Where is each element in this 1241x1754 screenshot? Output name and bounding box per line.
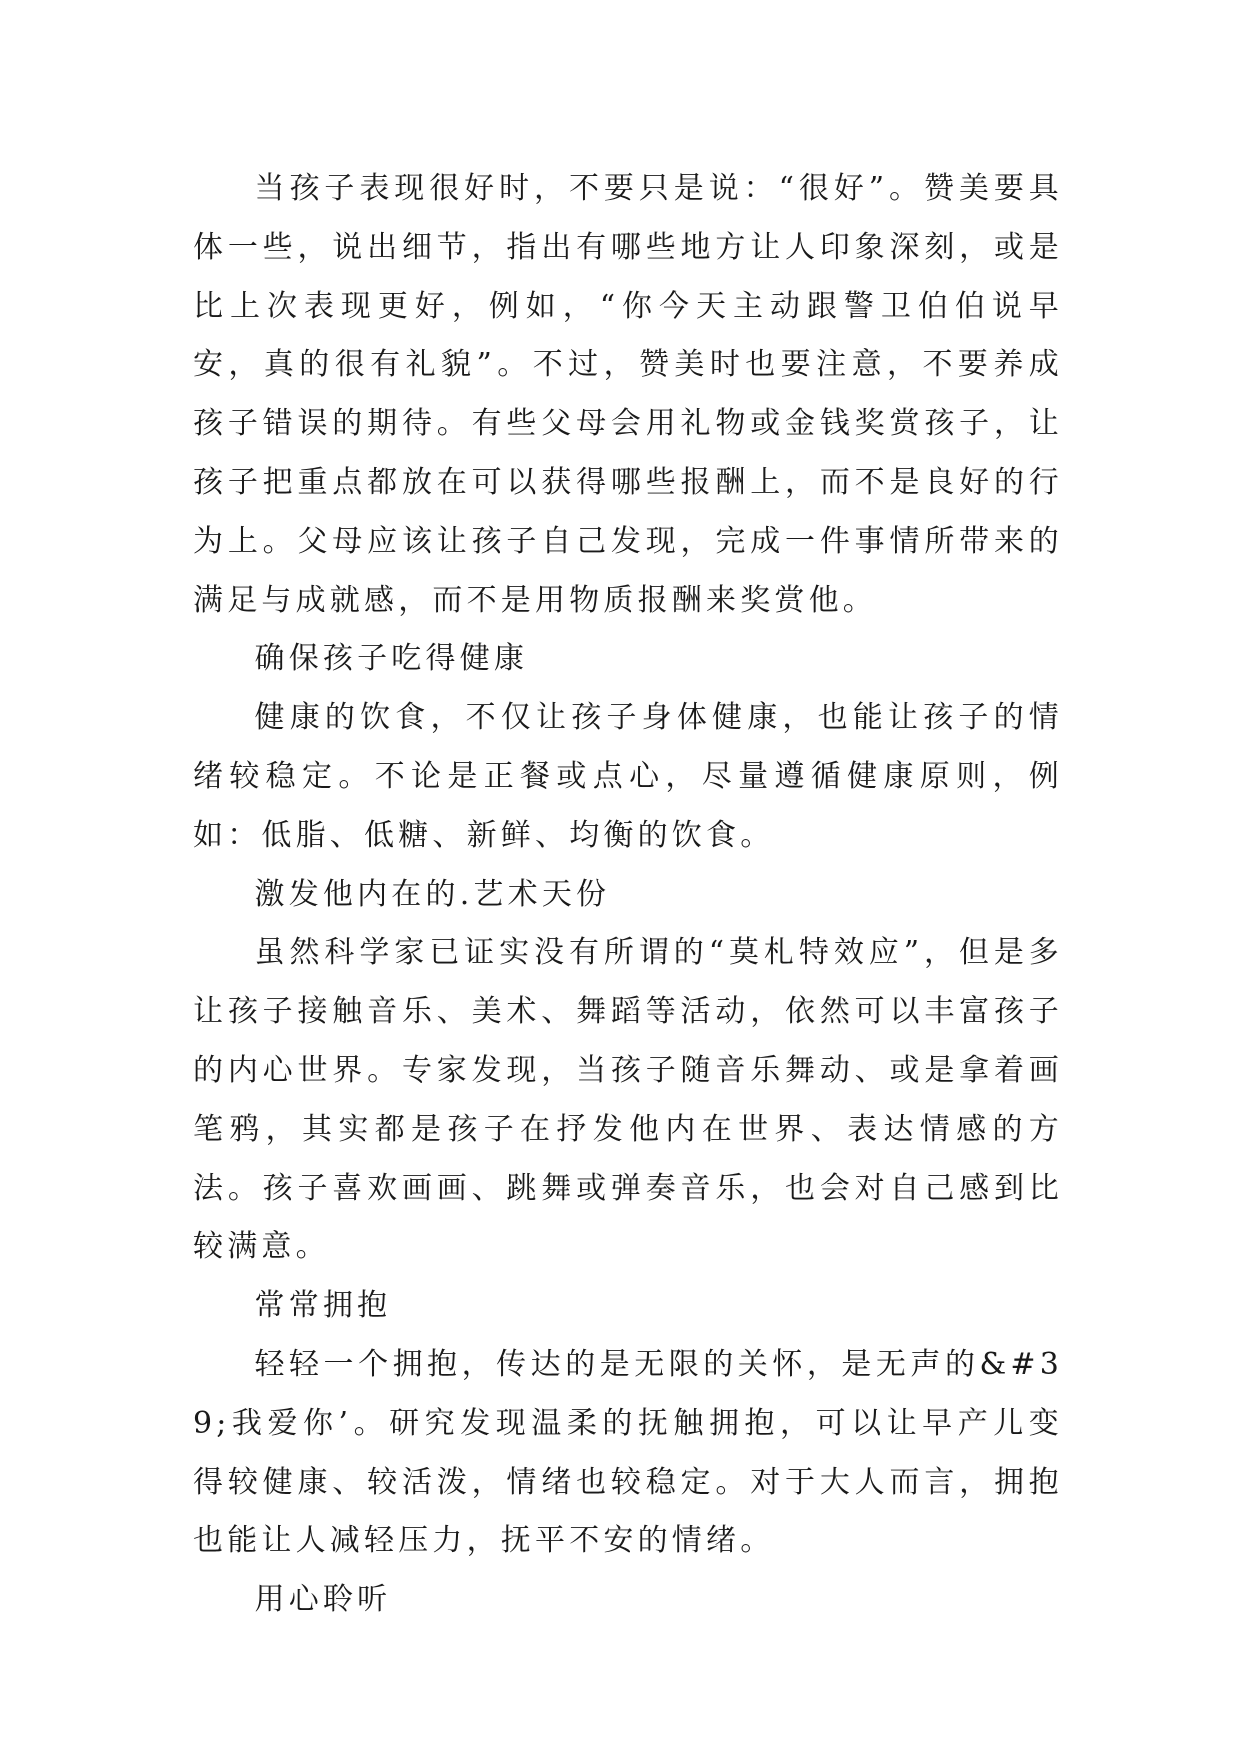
heading-healthy-eating: 确保孩子吃得健康 (254, 641, 529, 677)
paragraph-healthy-diet: 健康的饮食，不仅让孩子身体健康，也能让孩子的情绪较稳定。不论是正餐或点心，尽量遵循健康原则，例如：低脂、低糖、新鲜、均衡的饮食。 (193, 700, 1063, 853)
document-body (193, 160, 1063, 1630)
heading-hug-often: 常常拥抱 (254, 1288, 392, 1324)
heading-listen-carefully: 用心聆听 (254, 1582, 392, 1618)
paragraph-hugging: 轻轻一个拥抱，传达的是无限的关怀，是无声的&#39;我爱你’。研究发现温柔的抚触拥抱，可以让早产儿变得较健康、较活泼，情绪也较稳定。对于大人而言，拥抱也能让人减轻压力，抚平不安的情绪。 (193, 1346, 1063, 1559)
paragraph-praise-details: 当孩子表现很好时，不要只是说：“很好”。赞美要具体一些，说出细节，指出有哪些地方让人印象深刻，或是比上次表现更好，例如，“你今天主动跟警卫伯伯说早安，真的很有礼貌”。不过，赞美时也要注意，不要养成孩子错误的期待。有些父母会用礼物或金钱奖赏孩子，让孩子把重点都放在可以获得哪些报酬上，而不是良好的行为上。父母应该让孩子自己发现，完成一件事情所带来的满足与成就感，而不是用物质报酬来奖赏他。 (193, 171, 1063, 618)
heading-art-talent: 激发他内在的.艺术天份 (254, 876, 611, 912)
paragraph-art-activities: 虽然科学家已证实没有所谓的“莫札特效应”，但是多让孩子接触音乐、美术、舞蹈等活动，依然可以丰富孩子的内心世界。专家发现，当孩子随音乐舞动、或是拿着画笔鸦，其实都是孩子在抒发他内在世界、表达情感的方法。孩子喜欢画画、跳舞或弹奏音乐，也会对自己感到比较满意。 (193, 935, 1063, 1265)
